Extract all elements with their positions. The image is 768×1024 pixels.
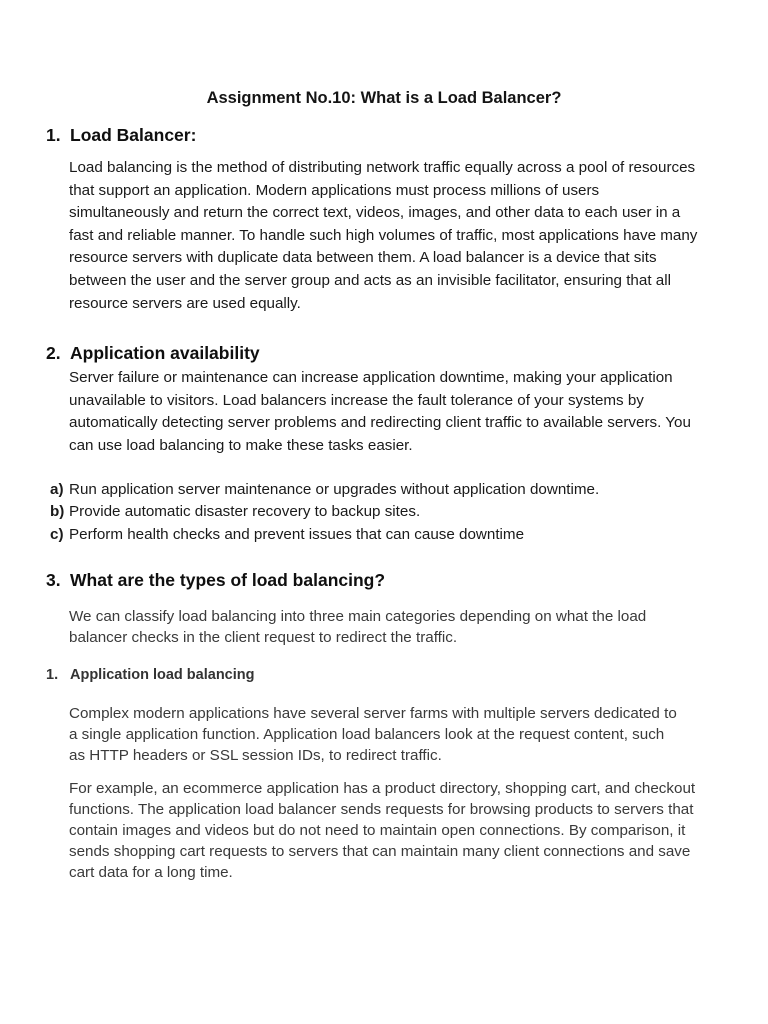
section-1-heading [46, 125, 196, 146]
subsection-number: 1. [46, 667, 59, 683]
section-1-title: Load Balancer: [70, 125, 197, 145]
section-2-title: Application availability [70, 343, 260, 363]
subsection-title: Application load balancing [70, 667, 255, 683]
section-2-heading [46, 343, 260, 364]
section-1-paragraph: Load balancing is the method of distributing network traffic equally across a pool of resources that support an application. Modern applications must process millions of users simultaneously and return the correct text, videos, images, and other data to each user in a fast and reliable manner. To handle such high volumes of traffic, most applications have many resource servers with duplicate data between them. A load balancer is a device that sits between the user and the server group and acts as an invisible facilitator, ensuring that all resource servers are used equally. [69, 159, 698, 312]
subsection-paragraph-1: Complex modern applications have several server farms with multiple servers dedicated to a single application function. Application load balancers look at the request content, such as HTTP headers or SSL session IDs, to redirect traffic. [69, 705, 677, 764]
list-item-a [50, 479, 599, 501]
section-3-number: 3. [46, 570, 61, 590]
list-marker-c: c) [50, 526, 64, 543]
section-3-title: What are the types of load balancing? [70, 570, 386, 590]
list-marker-a: a) [50, 481, 64, 498]
list-text-b: Provide automatic disaster recovery to backup sites. [69, 503, 421, 520]
list-text-c: Perform health checks and prevent issues that can cause downtime [69, 526, 525, 543]
subsection-heading [46, 667, 255, 683]
section-2-paragraph: Server failure or maintenance can increase application downtime, making your application unavailable to visitors. Load balancers increase the fault tolerance of your systems by automatically detecting server problems and redirecting client traffic to available servers. You can use load balancing to make these tasks easier. [69, 369, 691, 454]
subsection-paragraph-2: For example, an ecommerce application has a product directory, shopping cart, and checkout functions. The application load balancer sends requests for browsing products to servers that contain images and videos but do not need to maintain open connections. By comparison, it sends shopping cart requests to servers that can maintain many client connections and save cart data for a long time. [69, 780, 696, 881]
section-1-number: 1. [46, 125, 61, 145]
section-3-paragraph: We can classify load balancing into three main categories depending on what the load balancer checks in the client request to redirect the traffic. [69, 608, 647, 646]
list-marker-b: b) [50, 503, 65, 520]
section-2-number: 2. [46, 343, 61, 363]
section-3-heading [46, 570, 385, 591]
document-title: Assignment No.10: What is a Load Balancer? [206, 89, 562, 107]
list-item-c [50, 524, 524, 546]
list-item-b [50, 501, 420, 523]
list-text-a: Run application server maintenance or upgrades without application downtime. [69, 481, 600, 498]
